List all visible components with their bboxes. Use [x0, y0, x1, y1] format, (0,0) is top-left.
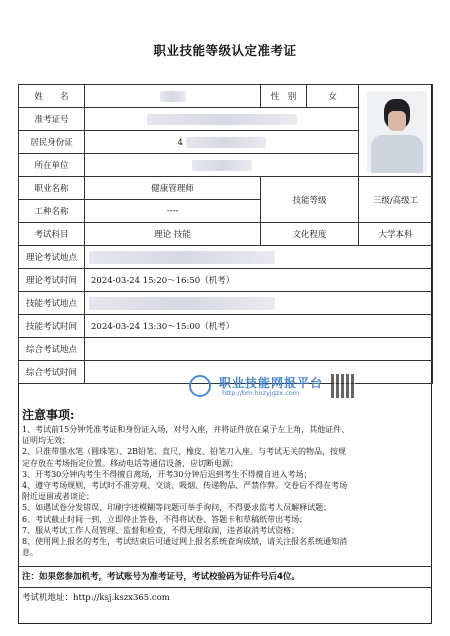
watermark-title: 职业技能网报平台 — [219, 376, 324, 390]
skill-time-value: 2024-03-24 13:30～15:00（机考） — [85, 315, 433, 338]
qr-code-icon — [331, 374, 355, 398]
unit-label: 所在单位 — [19, 154, 85, 177]
notice-line: 8、使用网上报名的考生，考试结束后可通过网上报名系统查询成绩，请关注报名系统通知消 — [22, 537, 348, 547]
notice-line: 2、只准带墨水笔（圆珠笔）、2B铅笔、直尺、橡皮、铅笔刀入座。与考试无关的物品，按规 — [22, 447, 347, 457]
id-card-value — [85, 131, 359, 154]
theory-time-value: 2024-03-24 15:20～16:50（机考） — [85, 269, 433, 292]
notice-line: 6、考试截止时间一到，立即停止答卷，不得将试卷、答题卡和草稿纸带出考场； — [22, 514, 308, 524]
ticket-number-label: 准考证号 — [19, 108, 85, 131]
notice-title: 注意事项: — [22, 408, 75, 422]
education-label: 文化程度 — [261, 223, 359, 246]
notice-line: 3、开考30分钟内考生不得擅自离场，开考30分钟后迟到考生不得擅自进入考场； — [22, 469, 312, 479]
worktype-label: 工种名称 — [19, 200, 85, 223]
candidate-info-table — [18, 84, 433, 384]
page-title: 职业技能等级认定准考证 — [153, 43, 297, 58]
notice-line: 1、考试前15分钟凭准考证和身份证入场，对号入座，并将证件放在桌子左上角，其他证件、 — [22, 425, 350, 434]
exam-site-address: 考试机地址：http://ksj.kszx365.com — [22, 593, 170, 603]
notice-line: 4、遵守考场规则，考试时不准旁观、交谈、吸烟、传递物品、严禁作弊。交卷后不得在考场 — [22, 481, 348, 491]
theory-time-label: 理论考试时间 — [19, 269, 85, 292]
notice-line: 息。 — [22, 548, 38, 558]
skill-place-label: 技能考试地点 — [19, 292, 85, 315]
skill-level-label: 技能等级 — [261, 177, 359, 223]
skill-place-value — [85, 292, 433, 315]
id-card-label: 居民身份证 — [19, 131, 85, 154]
notice-line: 证明均无效； — [22, 436, 70, 446]
combo-time-label: 综合考试时间 — [19, 361, 85, 384]
subject-value: 理论 技能 — [85, 223, 261, 246]
candidate-photo — [367, 91, 427, 173]
name-label: 姓 名 — [19, 85, 85, 108]
combo-place-value — [85, 338, 433, 361]
skill-time-label: 技能考试时间 — [19, 315, 85, 338]
gender-label: 性 别 — [261, 85, 307, 108]
skill-level-value: 三级/高级工 — [359, 177, 433, 223]
platform-logo-icon — [189, 375, 211, 397]
theory-place-value — [85, 246, 433, 269]
notice-line: 附近逗留或者谈论； — [22, 492, 94, 502]
notice-line: 定存放在考场指定位置。移动电话等通信设备，应切断电源； — [22, 458, 238, 468]
theory-place-label: 理论考试地点 — [19, 246, 85, 269]
photo-cell — [359, 85, 433, 177]
profession-label: 职业名称 — [19, 177, 85, 200]
name-value — [85, 85, 261, 108]
subject-label: 考试科目 — [19, 223, 85, 246]
notice-line: 5、如遇试卷分发错误、印刷字迹模糊等问题可举手询问，不得要求监考人员解释试题； — [22, 503, 332, 513]
watermark — [189, 374, 359, 400]
profession-value: 健康管理师 — [85, 177, 261, 200]
ticket-number-value — [85, 108, 359, 131]
combo-place-label: 综合考试地点 — [19, 338, 85, 361]
computer-exam-note: 注：如果您参加机考，考试账号为准考证号，考试校验码为证件号后4位。 — [18, 566, 432, 588]
worktype-value: ---- — [85, 200, 261, 223]
education-value: 大学本科 — [359, 223, 433, 246]
id-card-prefix: 4 — [177, 137, 183, 148]
watermark-url: http://bm.hnzyjgzx.com — [222, 389, 300, 397]
unit-value — [85, 154, 359, 177]
notice-list — [22, 424, 426, 558]
notice-line: 7、服从考试工作人员管理、监督和检查，不得无理取闹，违者取消考试资格； — [22, 525, 300, 535]
gender-value: 女 — [307, 85, 359, 108]
